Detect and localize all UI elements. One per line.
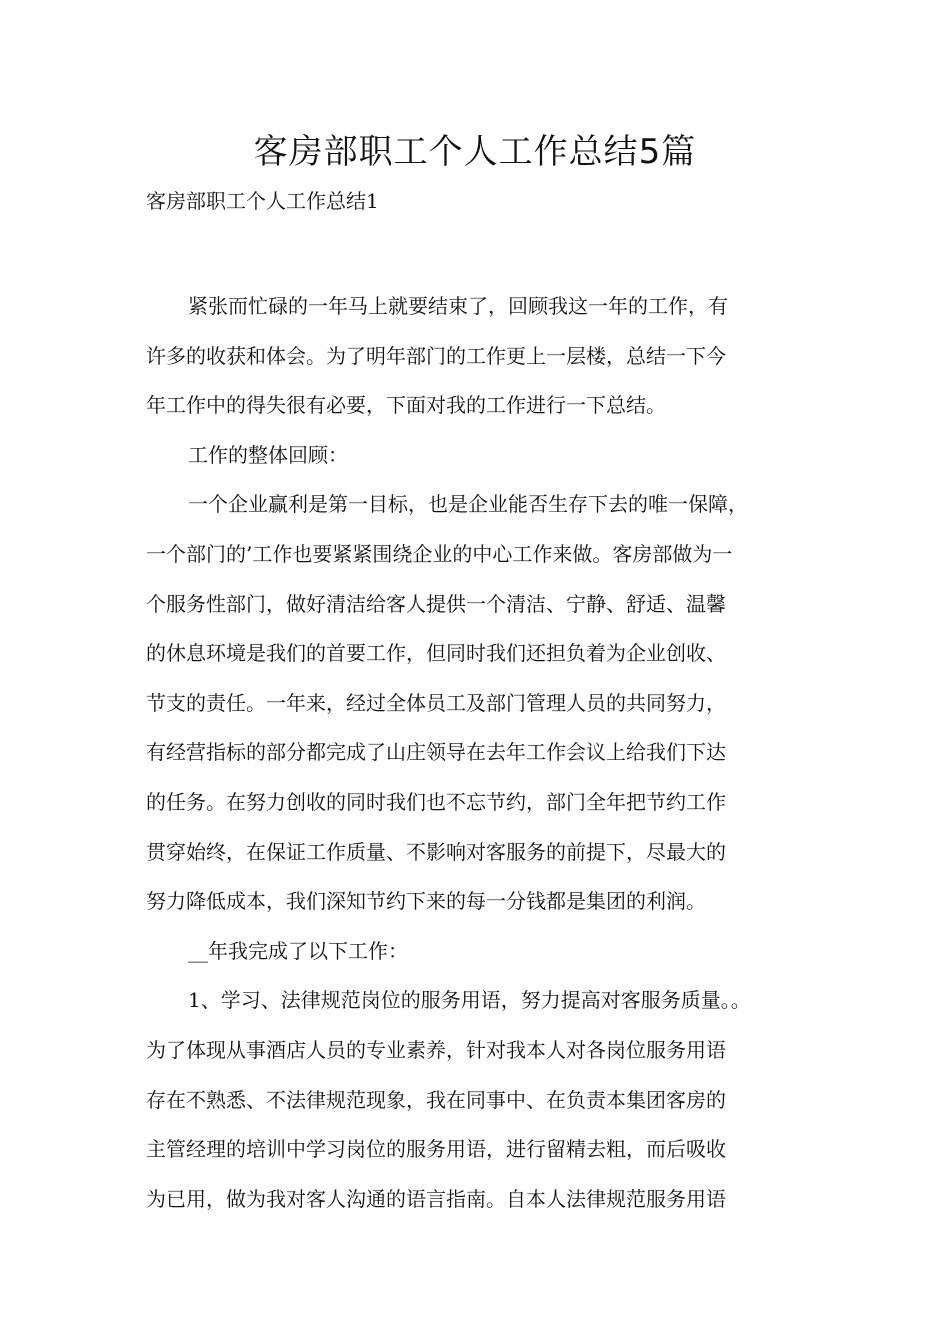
text-line: 1、学习、法律规范岗位的服务用语，努力提高对客服务质量。。 — [188, 988, 751, 1013]
text-line: 努力降低成本，我们深知节约下来的每一分钱都是集团的利润。 — [146, 889, 706, 914]
text-line: 年工作中的得失很有必要，下面对我的工作进行一下总结。 — [146, 393, 666, 418]
text-line: 工作的整体回顾： — [188, 442, 348, 467]
paragraph-review — [146, 480, 826, 926]
text-line: 贯穿始终，在保证工作质量、不影响对客服务的前提下，尽最大的 — [146, 839, 726, 864]
document-title: 客房部职工个人工作总结5篇 — [253, 132, 697, 172]
text-line: 节支的责任。一年来，经过全体员工及部门管理人员的共同努力， — [146, 690, 726, 715]
text-line: 个服务性部门，做好清洁给客人提供一个清洁、宁静、舒适、温馨 — [146, 591, 726, 616]
text-line: 存在不熟悉、不法律规范现象，我在同事中、在负责本集团客房的 — [146, 1087, 726, 1112]
text-line: 一个企业赢利是第一目标，也是企业能否生存下去的唯一保障， — [188, 492, 748, 517]
text-line: 为已用，做为我对客人沟通的语言指南。自本人法律规范服务用语 — [146, 1186, 726, 1211]
text-line: __年我完成了以下工作： — [188, 938, 408, 963]
paragraph-work-heading — [146, 927, 826, 977]
paragraph-review-heading — [146, 431, 826, 481]
paragraph-item-1 — [146, 976, 826, 1224]
paragraph-intro — [146, 282, 826, 431]
text-line: 为了体现从事酒店人员的专业素养，针对我本人对各岗位服务用语 — [146, 1037, 726, 1062]
document-body — [146, 282, 826, 1224]
text-line: 主管经理的培训中学习岗位的服务用语，进行留精去粗，而后吸收 — [146, 1137, 726, 1162]
text-line: 许多的收获和体会。为了明年部门的工作更上一层楼，总结一下今 — [146, 343, 726, 368]
section-heading: 客房部职工个人工作总结1 — [146, 189, 379, 213]
text-line: 有经营指标的部分都完成了山庄领导在去年工作会议上给我们下达 — [146, 740, 726, 765]
text-line: 的休息环境是我们的首要工作，但同时我们还担负着为企业创收、 — [146, 641, 726, 666]
text-line: 一个部门的’工作也要紧紧围绕企业的中心工作来做。客房部做为一 — [146, 541, 733, 566]
text-line: 紧张而忙碌的一年马上就要结束了，回顾我这一年的工作，有 — [188, 294, 728, 318]
text-line: 的任务。在努力创收的同时我们也不忘节约，部门全年把节约工作 — [146, 789, 726, 814]
